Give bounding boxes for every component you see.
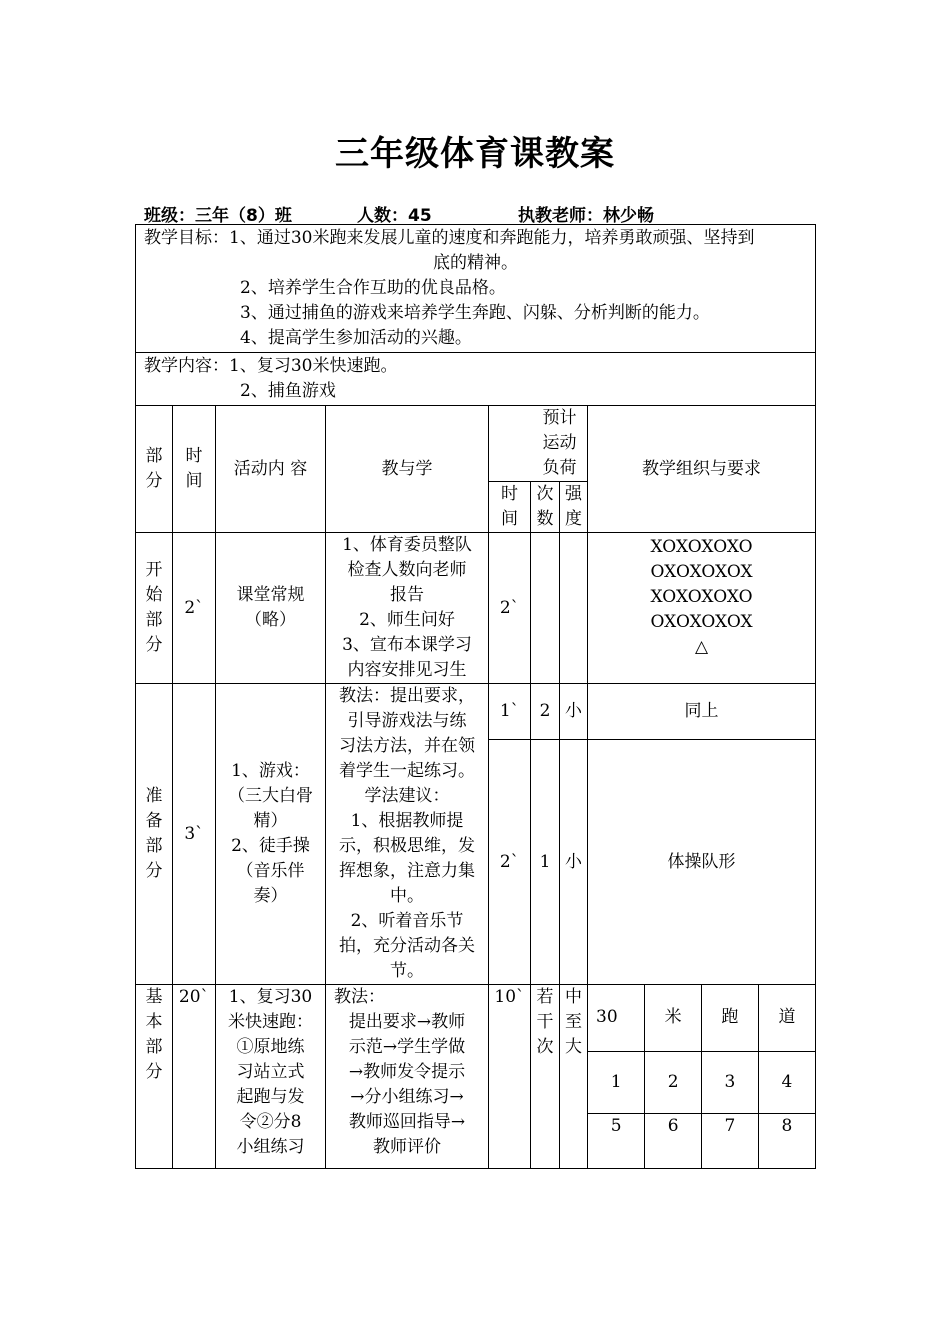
objectives-label: 教学目标：	[144, 228, 229, 248]
track-header-30: 30	[588, 985, 645, 1051]
section2-row2-intensity: 小	[560, 740, 588, 985]
lane-6: 6	[645, 1113, 702, 1168]
objective-2: 2、培养学生合作互助的优良品格。	[240, 278, 506, 298]
track-header-mi: 米	[645, 985, 702, 1051]
content-cell	[136, 353, 816, 406]
content-label: 教学内容：	[144, 356, 229, 376]
header-load-intensity: 强 度	[560, 482, 588, 533]
lane-4: 4	[758, 1051, 815, 1113]
section1-formation: XOXOXOXO OXOXOXOX XOXOXOXO OXOXOXOX △	[588, 533, 816, 684]
section2-teach: 教法：提出要求， 引导游戏法与练 习法方法，并在领 着学生一起练习。 学法建议： 1、根据教师提 示，积极思维，发 挥想象，注意力集 中。 2、听着音乐节 拍，充分活动各关 节。	[326, 684, 489, 985]
section2-row2-org: 体操队形	[588, 740, 816, 985]
section1-load-time: 2`	[489, 533, 531, 684]
objective-3: 3、通过捕鱼的游戏来培养学生奔跑、闪躲、分析判断的能力。	[240, 303, 710, 323]
section3-time: 20`	[173, 985, 216, 1169]
section3-count: 若 干 次	[531, 985, 560, 1169]
section3-load-time: 10`	[489, 985, 531, 1169]
section2-activity: 1、游戏： （三大白骨 精） 2、徒手操 （音乐伴 奏）	[216, 684, 326, 985]
section1-part: 开 始 部 分	[136, 533, 173, 684]
lane-7: 7	[702, 1113, 759, 1168]
objectives-cell	[136, 225, 816, 353]
section2-time: 3`	[173, 684, 216, 985]
section2-row1-count: 2	[531, 684, 560, 740]
track-header-dao: 道	[758, 985, 815, 1051]
section2-row1-load-time: 1`	[489, 684, 531, 740]
track-table	[588, 985, 815, 1168]
page-title: 三年级体育课教案	[335, 134, 615, 174]
header-part: 部 分	[136, 406, 173, 533]
header-load-time: 时 间	[489, 482, 531, 533]
content-2: 2、捕鱼游戏	[240, 381, 336, 401]
section2-row1-intensity: 小	[560, 684, 588, 740]
objective-4: 4、提高学生参加活动的兴趣。	[240, 328, 472, 348]
section2-row1-org: 同上	[588, 684, 816, 740]
lane-8: 8	[781, 1115, 793, 1136]
objective-1-cont: 底的精神。	[433, 253, 519, 273]
section3-intensity: 中 至 大	[560, 985, 588, 1169]
lane-2: 2	[645, 1051, 702, 1113]
track-header-pao: 跑	[702, 985, 759, 1051]
lane-3: 3	[702, 1051, 759, 1113]
section1-load-intensity	[560, 533, 588, 684]
section2-row2-load-time: 2`	[489, 740, 531, 985]
section1-time: 2`	[173, 533, 216, 684]
section1-teach: 1、体育委员整队 检查人数向老师 报告 2、师生问好 3、宣布本课学习 内容安排见习生	[326, 533, 489, 684]
header-time: 时 间	[173, 406, 216, 533]
lane-5: 5	[588, 1113, 645, 1168]
section3-teach: 教法： 提出要求→教师 示范→学生学做 →教师发令提示 →分小组练习→ 教师巡回指导→ 教师评价	[326, 985, 489, 1169]
section1-load-count	[531, 533, 560, 684]
section3-part: 基 本 部 分	[136, 985, 173, 1169]
section1-activity: 课堂常规 （略）	[216, 533, 326, 684]
section3-track	[588, 985, 816, 1169]
header-load-count: 次 数	[531, 482, 560, 533]
lane-1: 1	[588, 1051, 645, 1113]
section2-row2-count: 1	[531, 740, 560, 985]
header-org: 教学组织与要求	[588, 406, 816, 533]
lesson-plan-table	[135, 224, 816, 1169]
objective-1: 1、通过30米跑来发展儿童的速度和奔跑能力，培养勇敢顽强、坚持到	[229, 228, 755, 248]
content-1: 1、复习30米快速跑。	[229, 356, 398, 376]
class-info: 班级：三年（8）班	[144, 206, 292, 226]
teacher-info: 执教老师：林少畅	[518, 206, 654, 226]
student-count: 人数：45	[357, 206, 432, 226]
header-teach: 教与学	[326, 406, 489, 533]
header-activity: 活动内 容	[216, 406, 326, 533]
section2-part: 准 备 部 分	[136, 684, 173, 985]
header-load: 预计 运动 负荷	[489, 406, 588, 482]
section3-activity: 1、复习30 米快速跑： ①原地练 习站立式 起跑与发 令②分8 小组练习	[216, 985, 326, 1169]
